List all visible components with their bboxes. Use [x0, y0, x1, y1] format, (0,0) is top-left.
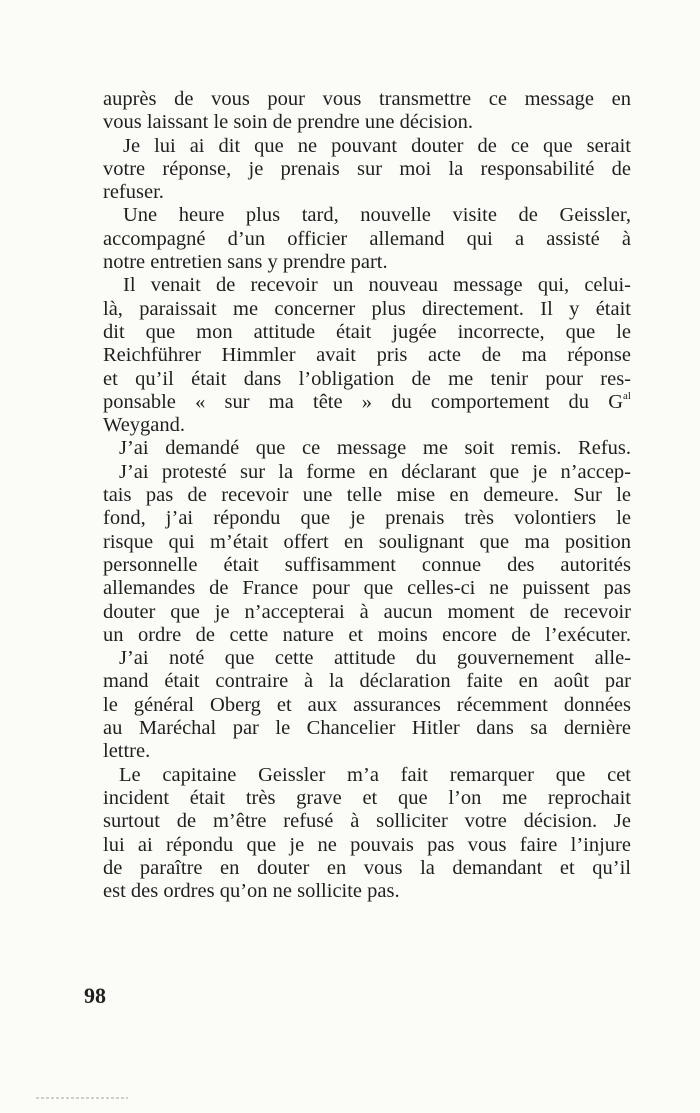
text-line: le général Oberg et aux assurances récemment données [103, 693, 631, 716]
text-line: fond, j’ai répondu que je prenais très volontiers le [103, 507, 631, 530]
text-line: tais pas de recevoir une telle mise en demeure. Sur le [103, 484, 631, 507]
text-line [103, 391, 631, 414]
general-abbreviation-superscript: al [623, 389, 631, 402]
text-line: notre entretien sans y prendre part. [103, 251, 388, 274]
text-line: Le capitaine Geissler m’a fait remarquer que cet [119, 763, 631, 786]
text-line: dit que mon attitude était jugée incorrecte, que le [103, 320, 631, 343]
text-line: lui ai répondu que je ne pouvais pas vous faire l’injure [103, 833, 631, 856]
text-line: de paraître en douter en vous la demandant et qu’il [103, 856, 631, 879]
text-line: Une heure plus tard, nouvelle visite de Geissler, [123, 204, 631, 227]
text-line: Je lui ai dit que ne pouvant douter de ce que serait [123, 134, 631, 157]
text-line: personnelle était suffisamment connue des autorités [103, 553, 631, 576]
body-text [103, 88, 631, 903]
text-line: allemandes de France pour que celles-ci ne puissent pas [103, 577, 631, 600]
text-line: auprès de vous pour vous transmettre ce message en [103, 88, 631, 110]
text-line: douter que je n’accepterai à aucun moment de recevoir [103, 600, 631, 623]
text-line: au Maréchal par le Chancelier Hitler dans sa dernière [103, 717, 631, 740]
text-line: mand était contraire à la déclaration faite en août par [103, 670, 631, 693]
text-line: est des ordres qu’on ne sollicite pas. [103, 880, 400, 903]
scan-artifact [36, 1097, 128, 1099]
text-line: accompagné d’un officier allemand qui a assisté à [103, 227, 631, 250]
text-line: incident était très grave et que l’on me reprochait [103, 786, 631, 809]
page-number: 98 [84, 983, 106, 1008]
text-line: un ordre de cette nature et moins encore de l’exécuter. [103, 623, 631, 646]
text-line: risque qui m’était offert en soulignant que ma position [103, 530, 631, 553]
text-line: là, paraissait me concerner plus directement. Il y était [103, 297, 631, 320]
text-line: Il venait de recevoir un nouveau message qui, celui- [123, 274, 631, 297]
text-line: J’ai protesté sur la forme en déclarant que je n’accep- [119, 460, 631, 483]
text-line: J’ai noté que cette attitude du gouvernement alle- [119, 647, 631, 670]
text-line-content: ponsable « sur ma tête » du comportement du G [103, 390, 624, 413]
text-line: lettre. [103, 740, 151, 763]
text-line: surtout de m’être refusé à solliciter votre décision. Je [103, 810, 631, 833]
text-line: vous laissant le soin de prendre une décision. [103, 111, 474, 134]
text-line: Weygand. [103, 414, 186, 437]
text-line: J’ai demandé que ce message me soit remis. Refus. [119, 437, 631, 460]
text-line: Reichführer Himmler avait pris acte de ma réponse [103, 344, 631, 367]
text-line: et qu’il était dans l’obligation de me tenir pour res- [103, 367, 631, 390]
text-line: refuser. [103, 181, 164, 204]
text-line: votre réponse, je prenais sur moi la responsabilité de [103, 157, 631, 180]
